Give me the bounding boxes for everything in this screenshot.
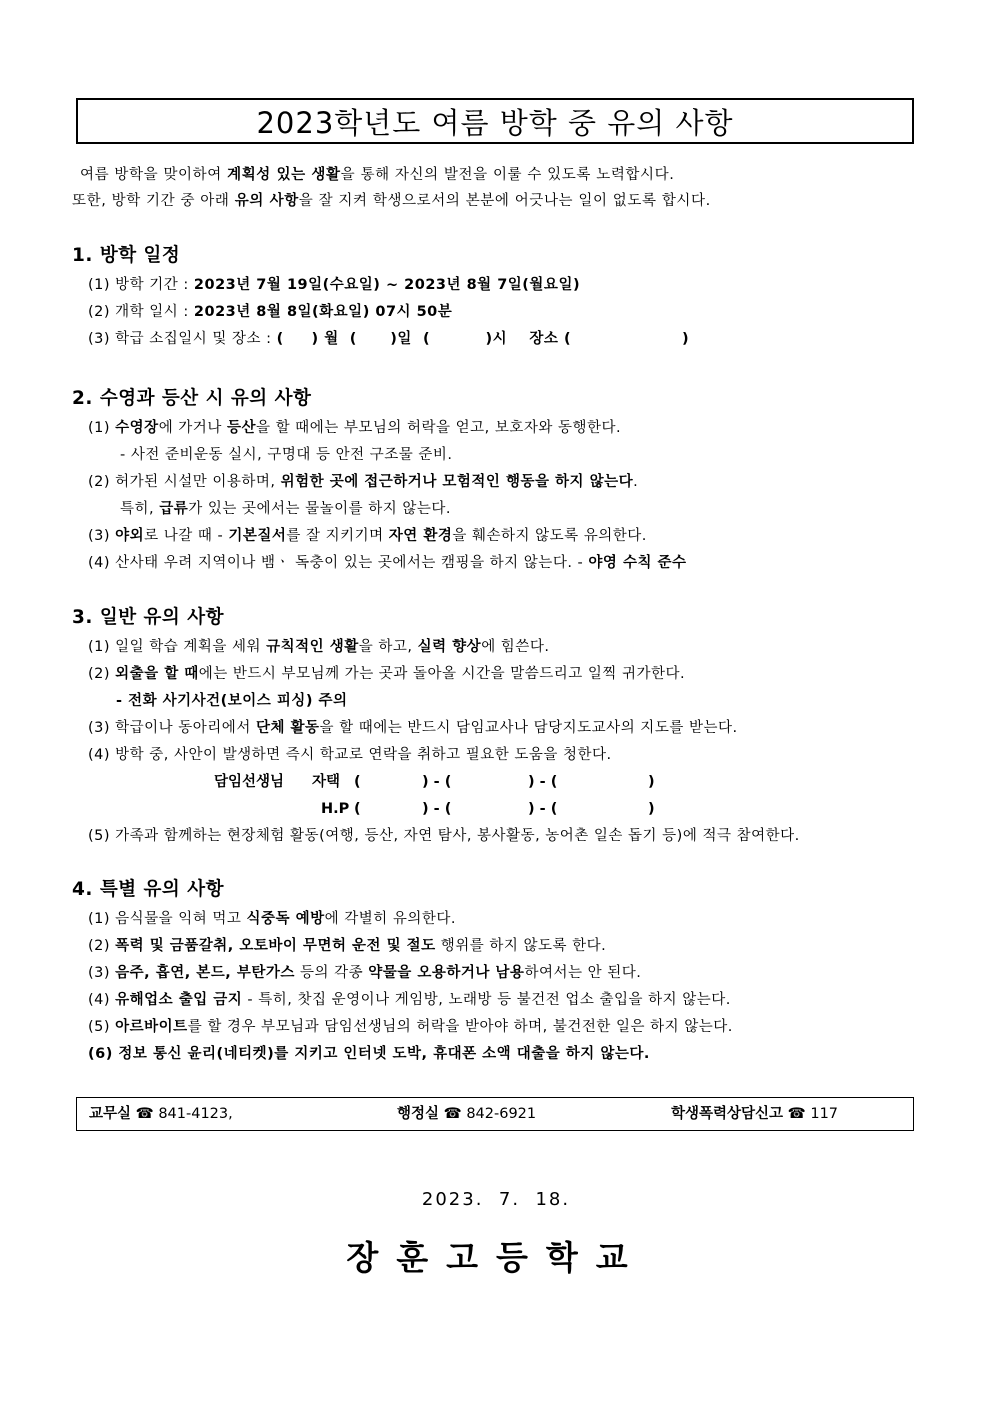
text: (3) <box>88 528 116 544</box>
phone-icon: ☎ <box>443 1106 462 1122</box>
emphasis: 유해업소 출입 금지 <box>115 992 243 1008</box>
emphasis: 위험한 곳에 접근하거나 모험적인 행동을 하지 않는다 <box>280 474 634 490</box>
list-item <box>72 415 952 442</box>
paren: ( <box>354 774 361 790</box>
text: - 특히, 찻집 운영이나 게임방, 노래방 등 불건전 업소 출입을 하지 않는다. <box>242 992 731 1008</box>
contact-footer <box>76 1097 914 1131</box>
list-item <box>72 715 952 742</box>
text: 등의 각종 <box>294 965 369 981</box>
emphasis: 야영 수칙 준수 <box>588 555 687 571</box>
emphasis: 아르바이트 <box>115 1019 188 1035</box>
text: 을 할 때에는 부모님의 허락을 얻고, 보호자와 동행한다. <box>255 420 622 436</box>
text: 에 가거나 <box>158 420 227 436</box>
text: 을 하고, <box>358 639 418 655</box>
list-item <box>72 523 952 550</box>
intro-line-2 <box>72 188 932 214</box>
text: (3) 학급이나 동아리에서 <box>88 720 256 736</box>
sub-item: - 전화 사기사건(보이스 피싱) 주의 <box>116 693 348 709</box>
text: 로 나갈 때 - <box>144 528 229 544</box>
label: 교무실 <box>89 1106 132 1122</box>
section-heading: 3. 일반 유의 사항 <box>72 607 224 628</box>
text: 특히, <box>120 501 160 517</box>
emphasis: 자연 환경 <box>388 528 453 544</box>
paren: ) - ( <box>422 774 452 790</box>
text: 가 있는 곳에서는 물놀이를 하지 않는다. <box>188 501 452 517</box>
list-item <box>72 1014 952 1041</box>
emphasis: 식중독 예방 <box>246 911 325 927</box>
paren: ) - ( <box>422 801 452 817</box>
text: 여름 방학을 맞이하여 <box>80 167 228 183</box>
text: (2) 허가된 시설만 이용하며, <box>88 474 281 490</box>
section-heading: 1. 방학 일정 <box>72 245 181 266</box>
text: . <box>633 474 639 490</box>
emphasis: 외출을 할 때 <box>115 666 199 682</box>
document-date: 2023. 7. 18. <box>421 1189 571 1210</box>
section-heading: 4. 특별 유의 사항 <box>72 879 224 900</box>
text: (3) <box>88 965 116 981</box>
text: (2) <box>88 666 116 682</box>
text: (3) 학급 소집일시 및 장소 : <box>88 331 277 347</box>
section-vacation-schedule <box>72 240 952 353</box>
emphasis: 등산 <box>226 420 256 436</box>
text: (4) 산사태 우려 지역이나 뱀ㆍ 독충이 있는 곳에서는 캠핑을 하지 않는다. - <box>88 555 589 571</box>
text: 을 훼손하지 않도록 유의한다. <box>452 528 647 544</box>
home-label: 자택 <box>312 774 341 790</box>
list-item <box>72 469 952 496</box>
list-item <box>72 987 952 1014</box>
section-swimming-hiking <box>72 383 952 577</box>
list-item: (6) 정보 통신 윤리(네티켓)를 지키고 인터넷 도박, 휴대폰 소액 대출을 하지 않는다. <box>88 1046 650 1062</box>
title-text: 2023학년도 여름 방학 중 유의 사항 <box>256 105 734 140</box>
text: 을 잘 지켜 학생으로서의 본분에 어긋나는 일이 없도록 합시다. <box>298 193 711 209</box>
text: 을 할 때에는 반드시 담임교사나 담당지도교사의 지도를 받는다. <box>319 720 738 736</box>
text: 하여서는 안 된다. <box>524 965 642 981</box>
contact-mobile <box>72 796 952 823</box>
violence-hotline <box>671 1098 838 1130</box>
list-item <box>72 906 952 933</box>
hp-label: H.P <box>321 801 350 817</box>
text: (2) 개학 일시 : <box>88 304 194 320</box>
emphasis: 규칙적인 생활 <box>266 639 359 655</box>
paren: ) - ( <box>528 774 558 790</box>
phone-number: 841-4123, <box>158 1106 233 1122</box>
emphasis: 2023년 7월 19일(수요일) ~ 2023년 8월 7일(월요일) <box>193 277 581 293</box>
text: 에 각별히 유의한다. <box>324 911 457 927</box>
list-item <box>72 661 952 688</box>
text: (1) 일일 학습 계획을 세워 <box>88 639 267 655</box>
contact-home <box>72 769 952 796</box>
emphasis: 급류 <box>159 501 189 517</box>
text: 에 힘쓴다. <box>481 639 550 655</box>
emphasis: ( ) 월 ( )일 ( )시 장소 ( ) <box>276 331 690 347</box>
sub-item: - 사전 준비운동 실시, 구명대 등 안전 구조물 준비. <box>120 447 453 463</box>
text: 행위를 하지 않도록 한다. <box>435 938 607 954</box>
emphasis: 수영장 <box>115 420 159 436</box>
text: (4) <box>88 992 116 1008</box>
label: 학생폭력상담신고 <box>671 1106 784 1122</box>
phone-number: 117 <box>810 1106 839 1122</box>
emphasis: 음주, 흡연, 본드, 부탄가스 <box>115 965 295 981</box>
text: 를 할 경우 부모님과 담임선생님의 허락을 받아야 하며, 불건전한 일은 하지 않는다. <box>187 1019 733 1035</box>
emphasis: 야외 <box>115 528 145 544</box>
phone-icon: ☎ <box>135 1106 154 1122</box>
paren: ) <box>648 774 655 790</box>
text: 또한, 방학 기간 중 아래 <box>72 193 235 209</box>
list-item <box>72 272 952 299</box>
list-item <box>72 634 952 661</box>
list-item: (5) 가족과 함께하는 현장체험 활동(여행, 등산, 자연 탐사, 봉사활동, 농어촌 일손 돕기 등)에 적극 참여한다. <box>88 828 800 844</box>
text: (2) <box>88 938 116 954</box>
homeroom-teacher-label: 담임선생님 <box>214 774 285 790</box>
admin-office <box>397 1098 536 1130</box>
emphasis: 계획성 있는 생활 <box>227 167 341 183</box>
text: (1) 방학 기간 : <box>88 277 194 293</box>
paren: ( <box>354 801 361 817</box>
emphasis: 2023년 8월 8일(화요일) 07시 50분 <box>193 304 453 320</box>
paren: ) <box>648 801 655 817</box>
phone-icon: ☎ <box>787 1106 806 1122</box>
emphasis: 실력 향상 <box>417 639 482 655</box>
academic-office <box>89 1098 233 1130</box>
emphasis: 기본질서 <box>228 528 287 544</box>
phone-number: 842-6921 <box>466 1106 537 1122</box>
emphasis: 유의 사항 <box>234 193 299 209</box>
section-heading: 2. 수영과 등산 시 유의 사항 <box>72 388 312 409</box>
list-item <box>72 550 952 577</box>
list-item <box>72 299 952 326</box>
intro-paragraph <box>72 162 932 214</box>
text: (1) <box>88 420 116 436</box>
list-item <box>72 933 952 960</box>
text: 에는 반드시 부모님께 가는 곳과 돌아올 시간을 말씀드리고 일찍 귀가한다. <box>198 666 686 682</box>
text: 를 잘 지키기며 <box>286 528 389 544</box>
text: (5) <box>88 1019 116 1035</box>
list-item: (4) 방학 중, 사안이 발생하면 즉시 학교로 연락을 취하고 필요한 도움을 청한다. <box>88 747 612 763</box>
list-item <box>72 960 952 987</box>
sub-item <box>72 496 952 523</box>
emphasis: 약물을 오용하거나 남용 <box>368 965 525 981</box>
list-item <box>72 326 952 353</box>
intro-line-1 <box>72 162 932 188</box>
text: (1) 음식물을 익혀 먹고 <box>88 911 247 927</box>
section-general-notes <box>72 602 952 850</box>
paren: ) - ( <box>528 801 558 817</box>
section-special-notes <box>72 874 952 1068</box>
emphasis: 폭력 및 금품갈취, 오토바이 무면허 운전 및 절도 <box>115 938 436 954</box>
document-title <box>76 98 914 144</box>
school-name: 장훈고등학교 <box>346 1238 646 1277</box>
text: 을 통해 자신의 발전을 이룰 수 있도록 노력합시다. <box>340 167 675 183</box>
label: 행정실 <box>397 1106 440 1122</box>
emphasis: 단체 활동 <box>255 720 320 736</box>
